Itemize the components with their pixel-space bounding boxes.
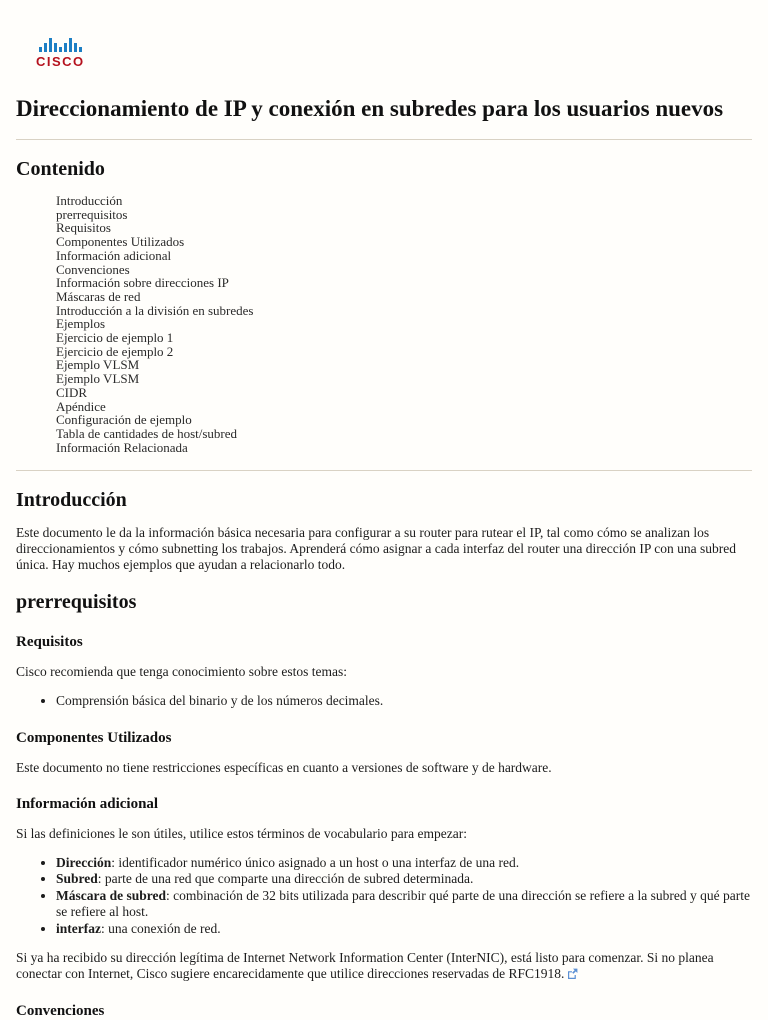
- toc-item-componentes-utilizados[interactable]: Componentes Utilizados: [56, 234, 185, 250]
- requisitos-list: [16, 693, 752, 710]
- toc-item-introduccion[interactable]: Introducción: [56, 193, 123, 208]
- subsection-heading-componentes: Componentes Utilizados: [16, 729, 172, 746]
- componentes-paragraph: Este documento no tiene restricciones específicas en cuanto a versiones de software y de hardware.: [16, 759, 552, 775]
- toc-item-mascaras-de-red[interactable]: Máscaras de red: [56, 288, 141, 304]
- toc-item-prerrequisitos[interactable]: prerrequisitos: [56, 206, 128, 222]
- introduccion-paragraph: Este documento le da la información básica necesaria para configurar a su router para rutear el IP, tal como cómo se analizan los direccionamientos y cómo subnetting los trabajos. Aprenderá cómo asignar a cada interfaz del router una dirección IP con una subred única. Hay muchos ejemplos que ayudan a relacionarlo todo.: [16, 525, 736, 573]
- toc-item-introduccion-division-subredes[interactable]: Introducción a la división en subredes: [56, 302, 254, 318]
- vocabulary-item-interfaz: [56, 921, 752, 938]
- definition-interfaz: : una conexión de red.: [100, 920, 221, 936]
- vocabulary-item-mascara-de-subred: [56, 888, 752, 921]
- toc-item-informacion-direcciones-ip[interactable]: Información sobre direcciones IP: [56, 275, 229, 291]
- toc-item-apendice[interactable]: Apéndice: [56, 398, 106, 414]
- toc-item-ejercicio-ejemplo-2[interactable]: Ejercicio de ejemplo 2: [56, 343, 174, 359]
- toc-item-ejercicio-ejemplo-1[interactable]: Ejercicio de ejemplo 1: [56, 330, 174, 346]
- term-subred: Subred: [56, 871, 98, 887]
- internic-paragraph-text: Si ya ha recibido su dirección legítima de Internet Network Information Center (InterNIC), está listo para comenzar. Si no planea conectar con Internet, Cisco sugiere encarecidamente que utilice direcciones reservadas de RFC1918.: [16, 950, 714, 982]
- subsection-heading-informacion-adicional: Información adicional: [16, 795, 159, 812]
- toc-item-convenciones[interactable]: Convenciones: [56, 261, 130, 277]
- toc-item-cidr[interactable]: CIDR: [56, 384, 88, 400]
- page-title: Direccionamiento de IP y conexión en subredes para los usuarios nuevos: [16, 96, 724, 121]
- divider-toc-bottom: [16, 470, 752, 471]
- cisco-logo-bars-icon: [36, 38, 85, 52]
- informacion-adicional-paragraph: Si las definiciones le son útiles, utilice estos términos de vocabulario para empezar:: [16, 825, 467, 841]
- toc-heading: Contenido: [16, 158, 105, 180]
- vocabulary-list: [16, 855, 752, 938]
- requisitos-list-item: • Comprensión básica del binario y de los números decimales.: [56, 693, 752, 710]
- toc-item-ejemplo-vlsm-2[interactable]: Ejemplo VLSM: [56, 371, 140, 387]
- definition-subred: : parte de una red que comparte una dirección de subred determinada.: [97, 871, 474, 887]
- internic-paragraph: [16, 950, 752, 983]
- definition-mascara-de-subred: : combinación de 32 bits utilizada para describir qué parte de una dirección se refiere a la subred y qué parte se refiere al host.: [56, 887, 751, 920]
- cisco-logo: [36, 38, 85, 69]
- cisco-logo-wordmark: CISCO: [36, 54, 85, 69]
- toc-item-requisitos[interactable]: Requisitos: [56, 220, 111, 236]
- toc-item-tabla-cantidades-host-subred[interactable]: Tabla de cantidades de host/subred: [56, 425, 238, 441]
- subsection-heading-requisitos: Requisitos: [16, 634, 83, 651]
- section-heading-introduccion: Introducción: [16, 489, 127, 512]
- term-mascara-de-subred: Máscara de subred: [56, 887, 166, 903]
- requisitos-paragraph: Cisco recomienda que tenga conocimiento sobre estos temas:: [16, 664, 348, 680]
- subsection-heading-convenciones: Convenciones: [16, 1003, 105, 1020]
- term-interfaz: interfaz: [56, 920, 101, 936]
- section-heading-prerrequisitos: prerrequisitos: [16, 591, 137, 614]
- toc-item-configuracion-de-ejemplo[interactable]: Configuración de ejemplo: [56, 412, 192, 428]
- vocabulary-item-direccion: [56, 855, 752, 872]
- table-of-contents: [16, 194, 752, 454]
- toc-item-ejemplos[interactable]: Ejemplos: [56, 316, 106, 332]
- vocabulary-item-subred: [56, 871, 752, 888]
- term-direccion: Dirección: [56, 854, 112, 870]
- external-link-icon[interactable]: [567, 967, 578, 983]
- divider-top: [16, 139, 752, 140]
- toc-item-informacion-relacionada[interactable]: Información Relacionada: [56, 439, 188, 455]
- definition-direccion: : identificador numérico único asignado a un host o una interfaz de una red.: [111, 854, 520, 870]
- toc-item-informacion-adicional[interactable]: Información adicional: [56, 247, 172, 263]
- toc-item-ejemplo-vlsm-1[interactable]: Ejemplo VLSM: [56, 357, 140, 373]
